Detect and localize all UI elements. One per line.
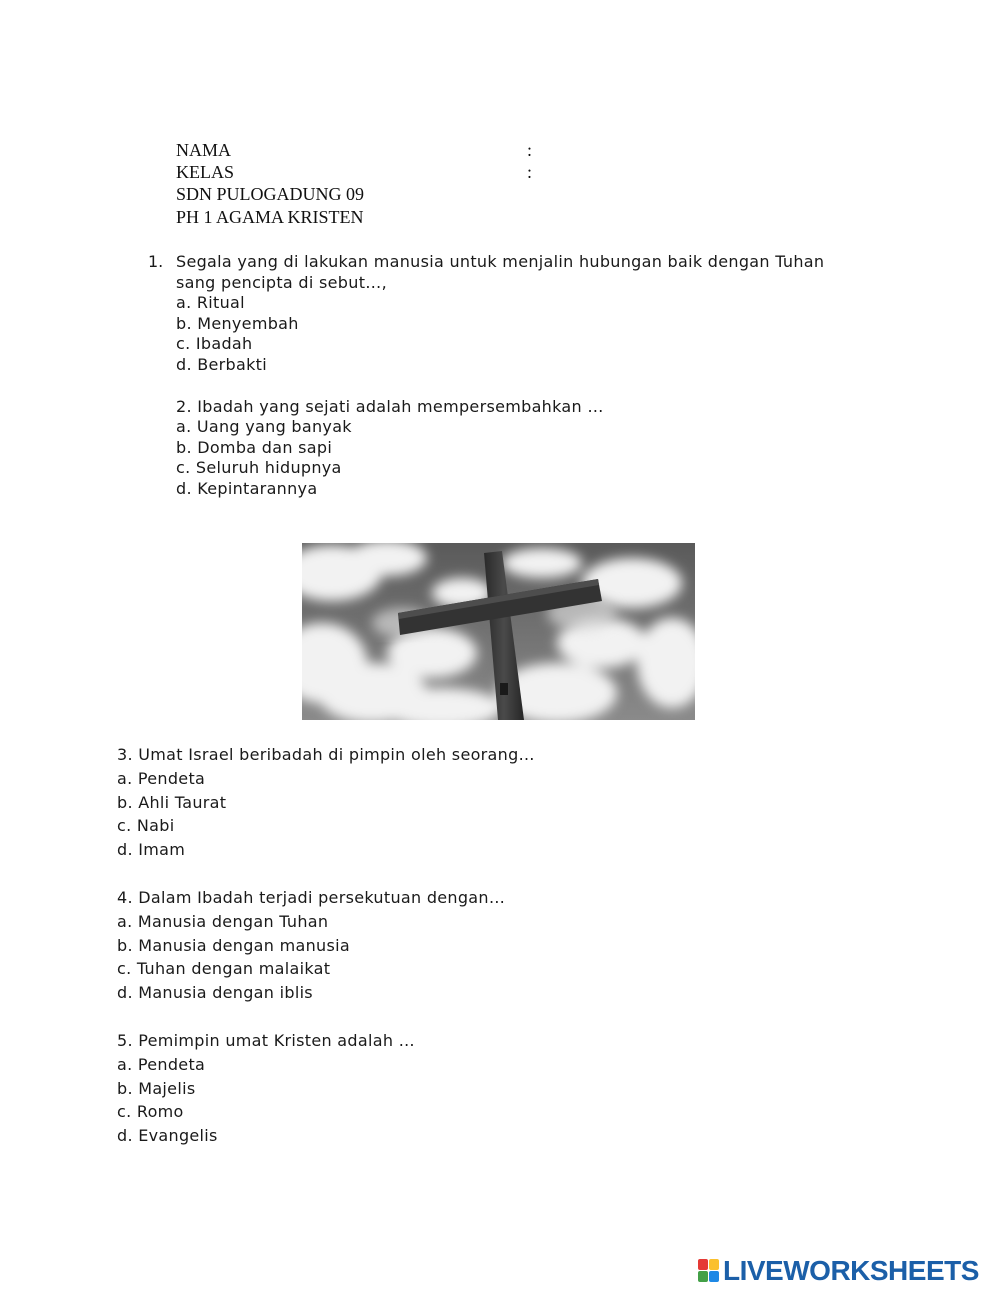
class-row [176, 161, 533, 183]
cross-photo [302, 543, 695, 720]
question-3-option-d[interactable]: d. Imam [117, 840, 186, 860]
subject-title: PH 1 AGAMA KRISTEN [176, 207, 364, 227]
question-1-text-line1: Segala yang di lakukan manusia untuk menjalin hubungan baik dengan Tuhan [176, 252, 825, 271]
question-2-option-b[interactable]: b. Domba dan sapi [176, 437, 333, 457]
question-2-option-d[interactable]: d. Kepintarannya [176, 478, 318, 498]
logo-text: LIVEWORKSHEETS [723, 1255, 979, 1286]
question-5-option-b[interactable]: b. Majelis [117, 1078, 196, 1098]
question-3-option-b[interactable]: b. Ahli Taurat [117, 792, 227, 812]
school-name: SDN PULOGADUNG 09 [176, 184, 365, 204]
logo-blocks-icon [697, 1258, 721, 1284]
class-label: KELAS [176, 162, 234, 182]
question-1-number: 1. [148, 252, 164, 271]
question-3 [117, 743, 535, 1148]
question-2-text: 2. Ibadah yang sejati adalah mempersembahkan … [176, 396, 604, 416]
name-label: NAMA [176, 140, 232, 160]
question-3-text: 3. Umat Israel beribadah di pimpin oleh seorang… [117, 745, 535, 764]
question-2-option-a[interactable]: a. Uang yang banyak [176, 417, 352, 437]
question-5-option-a[interactable]: a. Pendeta [117, 1054, 206, 1074]
question-1-option-c[interactable]: c. Ibadah [176, 334, 253, 354]
question-1-option-a[interactable]: a. Ritual [176, 293, 245, 313]
question-5-option-d[interactable]: d. Evangelis [117, 1126, 218, 1146]
question-2-option-c[interactable]: c. Seluruh hidupnya [176, 458, 342, 478]
question-5-text: 5. Pemimpin umat Kristen adalah … [117, 1030, 415, 1050]
question-4-text: 4. Dalam Ibadah terjadi persekutuan dengan… [117, 887, 506, 907]
question-3-option-c[interactable]: c. Nabi [117, 816, 175, 836]
question-1-option-b[interactable]: b. Menyembah [176, 313, 299, 333]
liveworksheets-logo [697, 1256, 979, 1286]
name-row [176, 139, 533, 161]
question-3-option-a[interactable]: a. Pendeta [117, 768, 206, 788]
question-1-text-line2: sang pencipta di sebut…, [176, 272, 387, 292]
question-1 [176, 252, 824, 500]
name-colon: : [527, 140, 533, 160]
question-4-option-d[interactable]: d. Manusia dengan iblis [117, 983, 313, 1003]
question-5-option-c[interactable]: c. Romo [117, 1102, 184, 1122]
class-colon: : [527, 162, 533, 182]
question-4-option-a[interactable]: a. Manusia dengan Tuhan [117, 911, 329, 931]
cross-image [302, 543, 695, 720]
question-1-option-d[interactable]: d. Berbakti [176, 354, 267, 374]
question-4-option-c[interactable]: c. Tuhan dengan malaikat [117, 959, 331, 979]
question-4-option-b[interactable]: b. Manusia dengan manusia [117, 935, 350, 955]
